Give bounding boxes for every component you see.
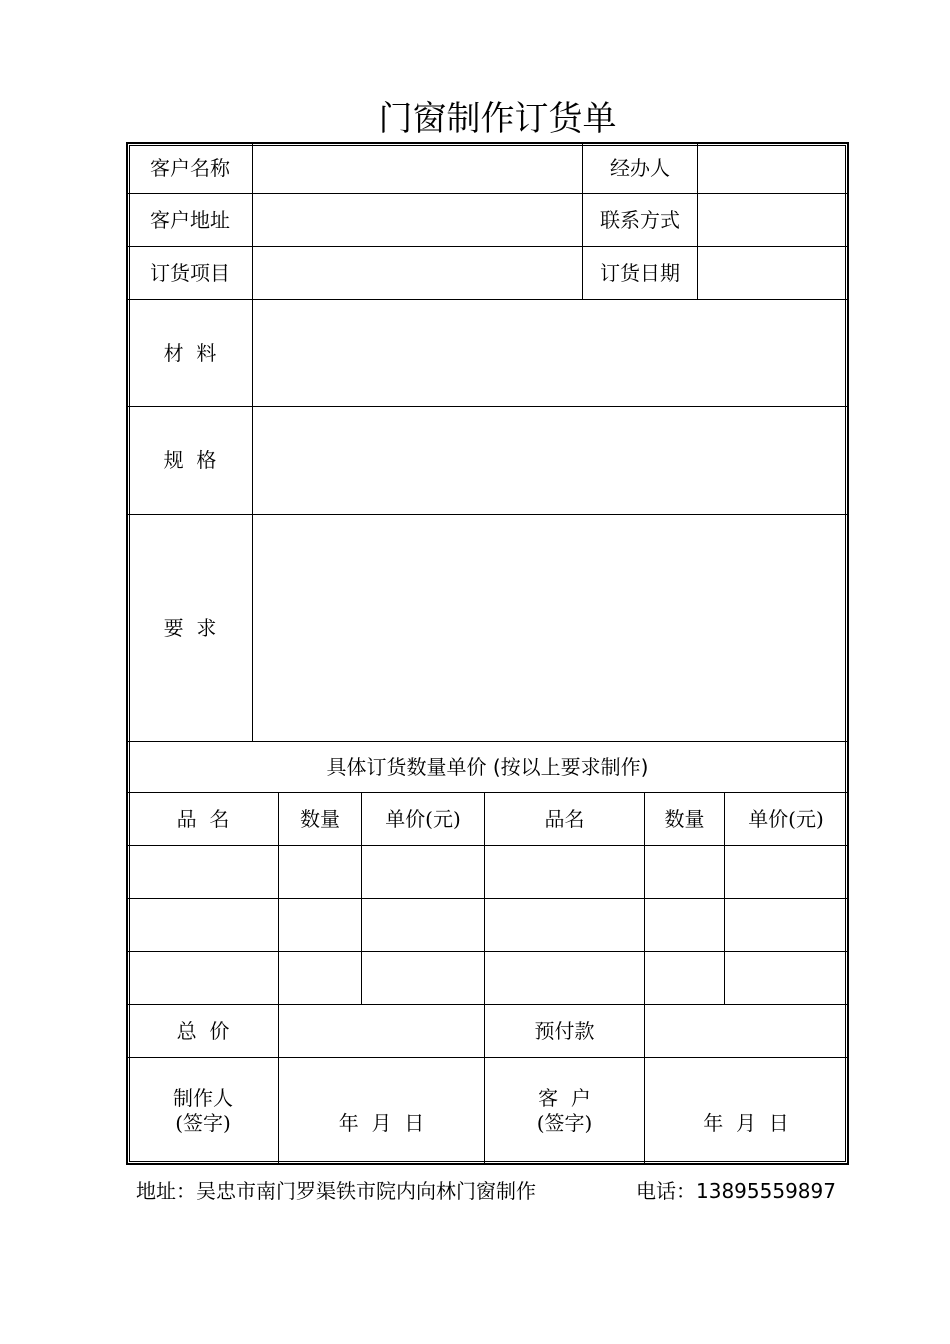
table-cell[interactable] <box>485 899 644 951</box>
table-cell[interactable] <box>362 899 484 951</box>
table-cell[interactable] <box>279 899 361 951</box>
table-cell[interactable] <box>362 846 484 898</box>
customer-signature-label: 客 户 (签字) <box>536 1085 593 1135</box>
customer-address-label: 客户地址 <box>150 207 230 232</box>
footer-address: 地址：吴忠市南门罗渠铁市院内向林门窗制作 <box>136 1179 536 1203</box>
requirements-field[interactable] <box>253 515 847 741</box>
maker-date[interactable]: 年 月 日 <box>338 1110 425 1135</box>
handler-label: 经办人 <box>610 156 670 180</box>
page-title: 门窗制作订货单 <box>378 99 617 139</box>
material-label: 材 料 <box>163 340 217 365</box>
table-cell[interactable] <box>362 952 484 1004</box>
total-price-label: 总 价 <box>176 1018 230 1043</box>
table-cell[interactable] <box>485 952 644 1004</box>
col-header-unit-price: 单价(元) <box>385 806 461 831</box>
prepayment-field[interactable] <box>645 1005 847 1057</box>
order-item-field[interactable] <box>253 247 582 299</box>
table-cell[interactable] <box>725 846 847 898</box>
contact-label: 联系方式 <box>600 207 680 232</box>
spec-field[interactable] <box>253 407 847 514</box>
table-cell[interactable] <box>128 846 278 898</box>
order-date-field[interactable] <box>698 247 847 299</box>
order-form <box>126 142 849 1165</box>
col-header-unit-price-2: 单价(元) <box>748 806 824 831</box>
requirements-label: 要 求 <box>163 615 217 640</box>
col-header-product-name: 品 名 <box>176 806 230 831</box>
table-cell[interactable] <box>645 846 724 898</box>
detail-heading: 具体订货数量单价 (按以上要求制作) <box>326 754 649 779</box>
customer-date[interactable]: 年 月 日 <box>703 1110 789 1135</box>
handler-field[interactable] <box>698 144 847 193</box>
footer-phone: 电话：13895559897 <box>636 1179 836 1203</box>
table-cell[interactable] <box>279 846 361 898</box>
table-cell[interactable] <box>128 952 278 1004</box>
table-cell[interactable] <box>645 899 724 951</box>
spec-label: 规 格 <box>163 448 217 472</box>
prepayment-label: 预付款 <box>534 1018 595 1043</box>
customer-name-label: 客户名称 <box>150 156 230 180</box>
maker-signature-label: 制作人 (签字) <box>173 1085 233 1135</box>
contact-field[interactable] <box>698 194 847 246</box>
table-cell[interactable] <box>645 952 724 1004</box>
order-date-label: 订货日期 <box>600 260 680 285</box>
col-header-quantity: 数量 <box>300 806 340 831</box>
col-header-product-name-2: 品名 <box>544 806 585 831</box>
customer-address-field[interactable] <box>253 194 582 246</box>
table-cell[interactable] <box>279 952 361 1004</box>
total-price-field[interactable] <box>279 1005 484 1057</box>
order-item-label: 订货项目 <box>150 260 230 285</box>
material-field[interactable] <box>253 300 847 406</box>
table-cell[interactable] <box>128 899 278 951</box>
table-cell[interactable] <box>725 899 847 951</box>
customer-name-field[interactable] <box>253 144 582 193</box>
col-header-quantity-2: 数量 <box>664 806 705 831</box>
table-cell[interactable] <box>485 846 644 898</box>
table-cell[interactable] <box>725 952 847 1004</box>
